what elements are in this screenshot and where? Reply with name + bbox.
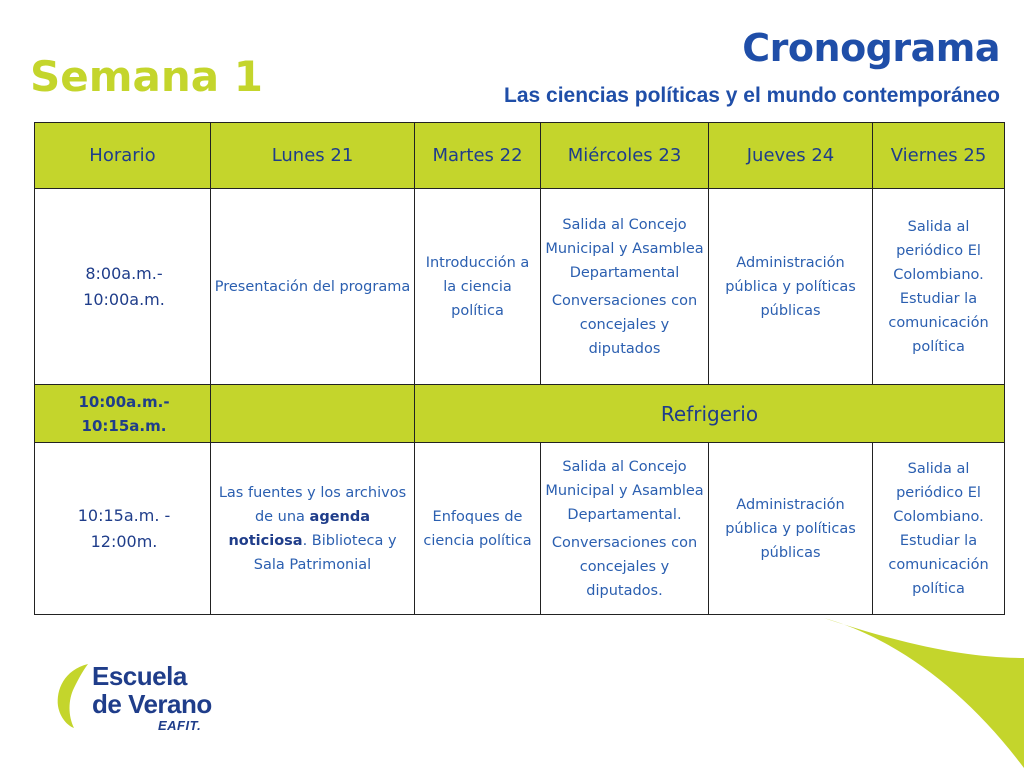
wednesday-activity: Salida al Concejo Municipal y Asamblea Departamental. [545, 458, 704, 523]
logo-crescent-icon [54, 660, 94, 732]
friday-cell: Salida al periódico El Colombiano. Estudiar la comunicación política [873, 443, 1005, 615]
monday-text-pre: Las fuentes y los archivos de una [218, 484, 407, 525]
time-start: 8:00a.m.- [85, 263, 163, 283]
monday-cell [211, 443, 415, 615]
break-label: Refrigerio [415, 385, 1005, 443]
escuela-verano-logo [54, 660, 254, 740]
monday-keyword: agenda noticiosa [228, 508, 371, 549]
time-cell [35, 189, 211, 385]
header-jueves: Jueves 24 [709, 123, 873, 189]
break-row [35, 385, 1005, 443]
monday-text-post: . Biblioteca y Sala Patrimonial [253, 532, 397, 573]
break-time-end: 10:15a.m. [81, 416, 167, 435]
page-title: Cronograma [742, 26, 1000, 70]
tuesday-cell: Enfoques de ciencia política [415, 443, 541, 615]
header-viernes: Viernes 25 [873, 123, 1005, 189]
wednesday-conversation: Conversaciones con concejales y diputados [551, 292, 698, 357]
table-row [35, 189, 1005, 385]
time-end: 12:00m. [90, 531, 158, 551]
logo-line-1: Escuela [92, 661, 187, 691]
friday-cell: Salida al periódico El Colombiano. Estudiar la comunicación política [873, 189, 1005, 385]
time-start: 10:15a.m. - [77, 505, 171, 525]
time-end: 10:00a.m. [83, 289, 165, 309]
header-horario: Horario [35, 123, 211, 189]
corner-swoosh-decoration [824, 618, 1024, 768]
monday-cell: Presentación del programa [211, 189, 415, 385]
table-row [35, 443, 1005, 615]
page-subtitle: Las ciencias políticas y el mundo contemporáneo [504, 84, 1000, 107]
break-empty-cell [211, 385, 415, 443]
tuesday-cell: Introducción a la ciencia política [415, 189, 541, 385]
logo-wordmark [92, 662, 212, 718]
logo-eafit: EAFIT. [158, 718, 202, 733]
break-time-cell [35, 385, 211, 443]
time-cell [35, 443, 211, 615]
wednesday-activity: Salida al Concejo Municipal y Asamblea Departamental [545, 216, 704, 281]
thursday-cell: Administración pública y políticas públicas [709, 443, 873, 615]
wednesday-cell [541, 443, 709, 615]
logo-line-2: de Verano [92, 689, 212, 719]
table-header-row [35, 123, 1005, 189]
wednesday-conversation: Conversaciones con concejales y diputados. [551, 534, 698, 599]
thursday-cell: Administración pública y políticas públicas [709, 189, 873, 385]
wednesday-cell [541, 189, 709, 385]
header-lunes: Lunes 21 [211, 123, 415, 189]
week-label: Semana 1 [30, 52, 263, 101]
header-miercoles: Miércoles 23 [541, 123, 709, 189]
break-time-start: 10:00a.m.- [78, 392, 170, 411]
schedule-table [34, 122, 1005, 615]
header-martes: Martes 22 [415, 123, 541, 189]
